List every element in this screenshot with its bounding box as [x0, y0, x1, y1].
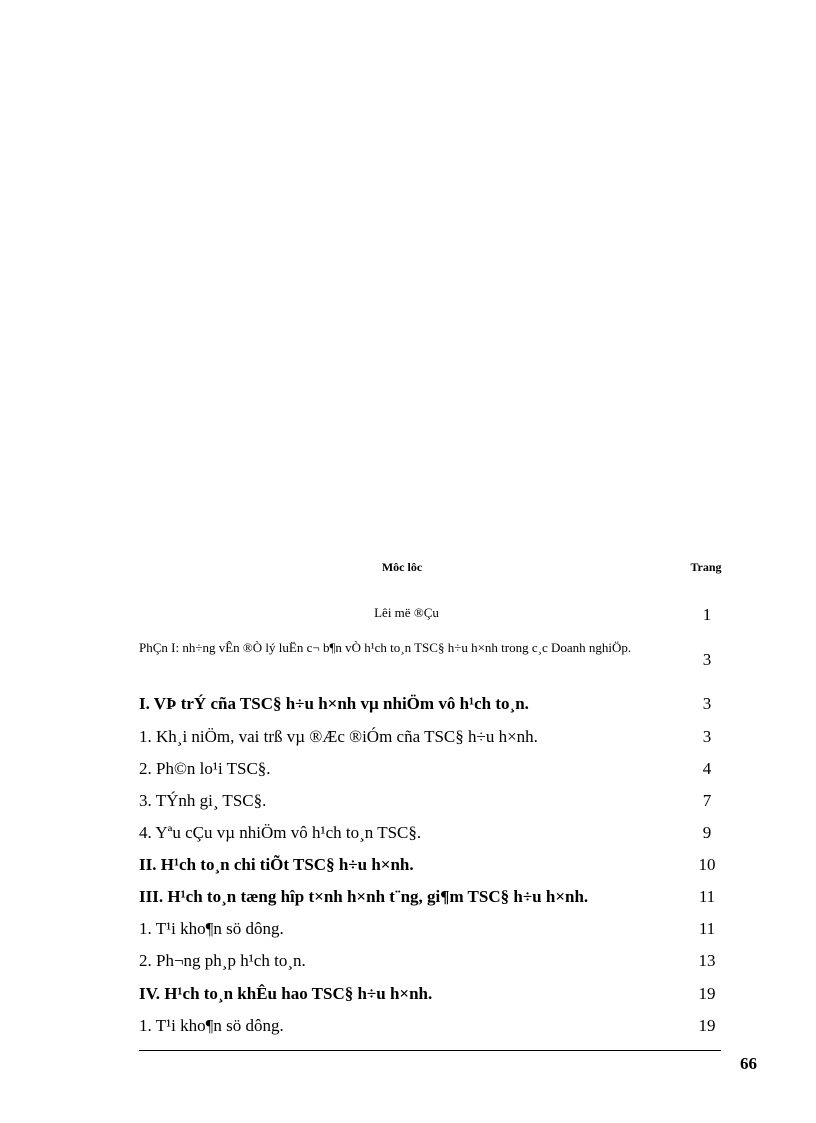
toc-entry-page: 3	[702, 727, 712, 746]
toc-entry-label: II. H¹ch to¸n chi tiÕt TSC§ h÷u h×nh.	[139, 855, 414, 874]
toc-entry-label: 4. Yªu cÇu vµ nhiÖm vô h¹ch to¸n TSC§.	[139, 823, 422, 842]
toc-entry-page: 1	[702, 605, 712, 624]
toc-entry-page: 4	[702, 759, 712, 778]
toc-entry-label: 2. Ph¬ng ph¸p h¹ch to¸n.	[139, 951, 306, 970]
toc-entry-page: 3	[702, 650, 712, 669]
footer-divider	[139, 1050, 721, 1051]
toc-entry-label: 1. T¹i kho¶n sö dông.	[139, 1016, 284, 1035]
toc-title: Môc lôc	[381, 560, 423, 574]
toc-entry-page: 9	[702, 823, 712, 842]
toc-entry-label: 1. T¹i kho¶n sö dông.	[139, 919, 284, 938]
toc-entry	[139, 634, 729, 690]
toc-entry-page: 7	[702, 791, 712, 810]
toc-entry-label: PhÇn I: nh÷ng vÊn ®Ò lý luËn c¬ b¶n vÒ h¹ch to¸n TSC§ h÷u h×nh trong c¸c Doanh nghiÖp.	[139, 640, 632, 655]
toc-entry-label: Lêi më ®Çu	[374, 605, 439, 620]
toc-entry-label: 2. Ph©n lo¹i TSC§.	[139, 759, 271, 778]
toc-entry-page: 11	[698, 919, 716, 938]
toc-entry-label: III. H¹ch to¸n tæng hîp t×nh h×nh t¨ng, gi¶m TSC§ h÷u h×nh.	[139, 887, 589, 906]
toc-entry-label: IV. H¹ch to¸n khÊu hao TSC§ h÷u h×nh.	[139, 984, 433, 1003]
toc-entry-page: 19	[698, 1016, 716, 1035]
toc-entry-page: 10	[698, 855, 716, 874]
toc-entry-label: 1. Kh¸i niÖm, vai trß vµ ®Æc ®iÓm cña TSC§ h÷u h×nh.	[139, 727, 538, 746]
toc-page-column-header: Trang	[690, 560, 722, 574]
toc-entry-page: 13	[698, 951, 716, 970]
toc-entry-label: 3. TÝnh gi¸ TSC§.	[139, 791, 267, 810]
toc-entry-page: 11	[698, 887, 716, 906]
page-number: 66	[740, 1054, 757, 1073]
toc-entry-page: 19	[698, 984, 716, 1003]
toc-entry-page: 3	[702, 694, 712, 713]
toc-entry-label: I. VÞ trÝ cña TSC§ h÷u h×nh vµ nhiÖm vô h¹ch to¸n.	[139, 694, 529, 713]
